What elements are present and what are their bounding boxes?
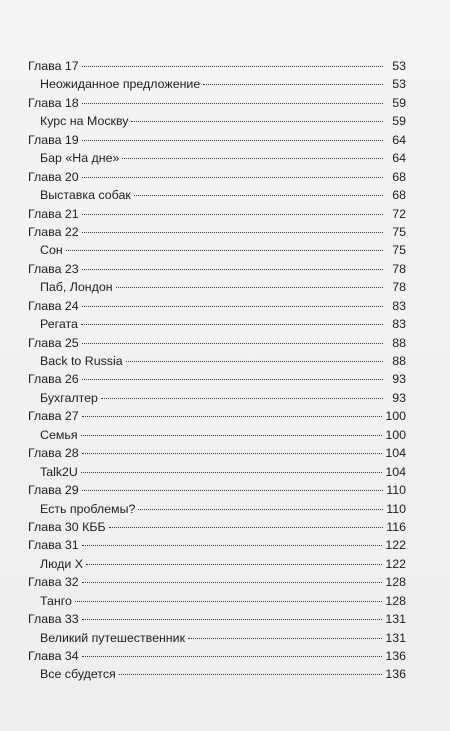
toc-entry-page-number: 110 (386, 483, 406, 498)
toc-entry-title: Глава 17 (28, 59, 79, 73)
toc-entry-page-number: 83 (392, 298, 406, 313)
toc-dot-leader (66, 250, 383, 251)
toc-section-entry (28, 149, 406, 167)
toc-dot-leader (82, 269, 383, 270)
toc-entry-page-number: 59 (392, 95, 406, 110)
toc-entry-page-number: 83 (392, 317, 406, 332)
toc-entry-title: Глава 22 (28, 224, 79, 239)
toc-section-entry (28, 186, 406, 204)
toc-entry-title: Бар «На дне» (40, 151, 120, 166)
toc-dot-leader (82, 214, 383, 215)
toc-chapter-entry (28, 94, 406, 112)
toc-dot-leader (86, 564, 382, 565)
toc-dot-leader (122, 158, 383, 159)
toc-entry-title: Глава 21 (28, 206, 79, 221)
toc-entry-page-number: 128 (385, 593, 406, 608)
toc-entry-page-number: 100 (385, 409, 406, 424)
toc-section-entry (28, 426, 406, 444)
toc-entry-page-number: 136 (385, 649, 406, 663)
toc-entry-page-number: 78 (392, 280, 406, 295)
toc-chapter-entry (28, 536, 406, 554)
toc-entry-page-number: 122 (385, 556, 406, 571)
toc-dot-leader (82, 140, 383, 141)
toc-entry-page-number: 104 (385, 446, 406, 461)
toc-dot-leader (82, 416, 383, 417)
toc-chapter-entry (28, 407, 406, 425)
toc-entry-page-number: 72 (392, 206, 406, 221)
toc-entry-page-number: 88 (392, 335, 406, 350)
toc-dot-leader (82, 490, 383, 491)
toc-dot-leader (82, 379, 383, 380)
toc-dot-leader (82, 66, 383, 67)
toc-section-entry (28, 555, 406, 573)
toc-section-entry (28, 315, 406, 333)
toc-entry-page-number: 116 (386, 519, 406, 534)
toc-entry-page-number: 136 (385, 667, 406, 682)
toc-dot-leader (82, 453, 383, 454)
toc-dot-leader (188, 638, 382, 639)
toc-dot-leader (75, 601, 382, 602)
toc-dot-leader (82, 656, 383, 657)
toc-entry-title: Есть проблемы? (40, 501, 136, 516)
toc-entry-title: Глава 26 (28, 372, 79, 387)
toc-chapter-entry (28, 223, 406, 241)
toc-entry-title: Регата (40, 317, 78, 332)
toc-entry-title: Выставка собак (40, 188, 131, 203)
toc-chapter-entry (28, 647, 406, 665)
toc-entry-page-number: 75 (392, 224, 406, 239)
toc-entry-title: Сон (40, 243, 63, 258)
toc-chapter-entry (28, 573, 406, 591)
toc-entry-page-number: 53 (392, 77, 406, 92)
toc-entry-title: Глава 29 (28, 483, 79, 498)
toc-section-entry (28, 389, 406, 407)
toc-entry-title: Глава 28 (28, 446, 79, 461)
toc-section-entry (28, 112, 406, 130)
toc-dot-leader (116, 287, 383, 288)
toc-section-entry (28, 241, 406, 259)
toc-dot-leader (134, 195, 383, 196)
toc-entry-title: Глава 33 (28, 612, 79, 627)
toc-dot-leader (82, 619, 383, 620)
toc-dot-leader (119, 674, 383, 675)
toc-entry-page-number: 78 (392, 261, 406, 276)
toc-dot-leader (82, 103, 383, 104)
toc-section-entry (28, 500, 406, 518)
toc-entry-title: Глава 34 (28, 649, 79, 663)
toc-entry-title: Глава 27 (28, 409, 79, 424)
toc-section-entry (28, 629, 406, 647)
table-of-contents (28, 57, 406, 684)
toc-entry-title: Глава 32 (28, 575, 79, 590)
toc-chapter-entry (28, 518, 406, 536)
toc-entry-title: Глава 19 (28, 132, 79, 147)
toc-entry-title: Все сбудется (40, 667, 116, 682)
toc-dot-leader (126, 361, 383, 362)
toc-entry-page-number: 122 (385, 538, 406, 553)
toc-chapter-entry (28, 444, 406, 462)
toc-entry-title: Паб, Лондон (40, 280, 113, 295)
toc-dot-leader (203, 84, 383, 85)
toc-entry-page-number: 131 (385, 630, 406, 645)
toc-dot-leader (131, 121, 383, 122)
toc-entry-page-number: 64 (392, 151, 406, 166)
toc-entry-title: Курс на Москву (40, 114, 129, 129)
toc-entry-page-number: 93 (392, 390, 406, 405)
toc-dot-leader (82, 177, 383, 178)
toc-entry-page-number: 128 (385, 575, 406, 590)
toc-entry-title: Глава 18 (28, 95, 79, 110)
toc-entry-page-number: 75 (392, 243, 406, 258)
toc-chapter-entry (28, 297, 406, 315)
toc-entry-page-number: 110 (386, 501, 406, 516)
toc-entry-page-number: 59 (392, 114, 406, 129)
toc-dot-leader (138, 509, 383, 510)
toc-dot-leader (109, 527, 383, 528)
toc-chapter-entry (28, 205, 406, 223)
toc-entry-page-number: 100 (385, 427, 406, 442)
toc-dot-leader (82, 582, 383, 583)
toc-chapter-entry (28, 168, 406, 186)
toc-entry-title: Бухгалтер (40, 390, 98, 405)
toc-dot-leader (101, 398, 383, 399)
toc-dot-leader (82, 343, 383, 344)
toc-chapter-entry (28, 334, 406, 352)
toc-section-entry (28, 352, 406, 370)
toc-entry-page-number: 93 (392, 372, 406, 387)
toc-entry-title: Глава 30 КББ (28, 519, 106, 534)
toc-entry-title: Глава 23 (28, 261, 79, 276)
toc-dot-leader (81, 435, 383, 436)
toc-section-entry (28, 463, 406, 481)
toc-chapter-entry (28, 131, 406, 149)
toc-dot-leader (82, 306, 383, 307)
toc-section-entry (28, 665, 406, 683)
toc-entry-title: Talk2U (40, 464, 78, 479)
toc-entry-title: Великий путешественник (40, 630, 185, 645)
toc-entry-title: Глава 31 (28, 538, 79, 553)
toc-entry-title: Семья (40, 427, 78, 442)
toc-entry-title: Танго (40, 593, 72, 608)
toc-entry-page-number: 104 (385, 464, 406, 479)
toc-entry-title: Люди Х (40, 556, 84, 571)
toc-section-entry (28, 278, 406, 296)
toc-entry-page-number: 88 (392, 354, 406, 368)
toc-section-entry (28, 75, 406, 93)
toc-chapter-entry (28, 370, 406, 388)
toc-entry-title: Глава 24 (28, 298, 79, 313)
toc-entry-page-number: 68 (392, 188, 406, 203)
toc-chapter-entry (28, 57, 406, 75)
toc-entry-title: Back to Russia (40, 354, 123, 368)
toc-dot-leader (81, 324, 383, 325)
toc-dot-leader (81, 472, 382, 473)
toc-entry-title: Неожиданное предложение (40, 77, 201, 92)
toc-entry-page-number: 53 (392, 59, 406, 73)
toc-chapter-entry (28, 260, 406, 278)
toc-section-entry (28, 592, 406, 610)
toc-dot-leader (82, 545, 383, 546)
toc-entry-title: Глава 20 (28, 169, 79, 184)
toc-entry-page-number: 64 (392, 132, 406, 147)
toc-entry-page-number: 68 (392, 169, 406, 184)
toc-entry-title: Глава 25 (28, 335, 79, 350)
toc-entry-page-number: 131 (385, 612, 406, 627)
toc-chapter-entry (28, 481, 406, 499)
toc-chapter-entry (28, 610, 406, 628)
toc-dot-leader (82, 232, 383, 233)
